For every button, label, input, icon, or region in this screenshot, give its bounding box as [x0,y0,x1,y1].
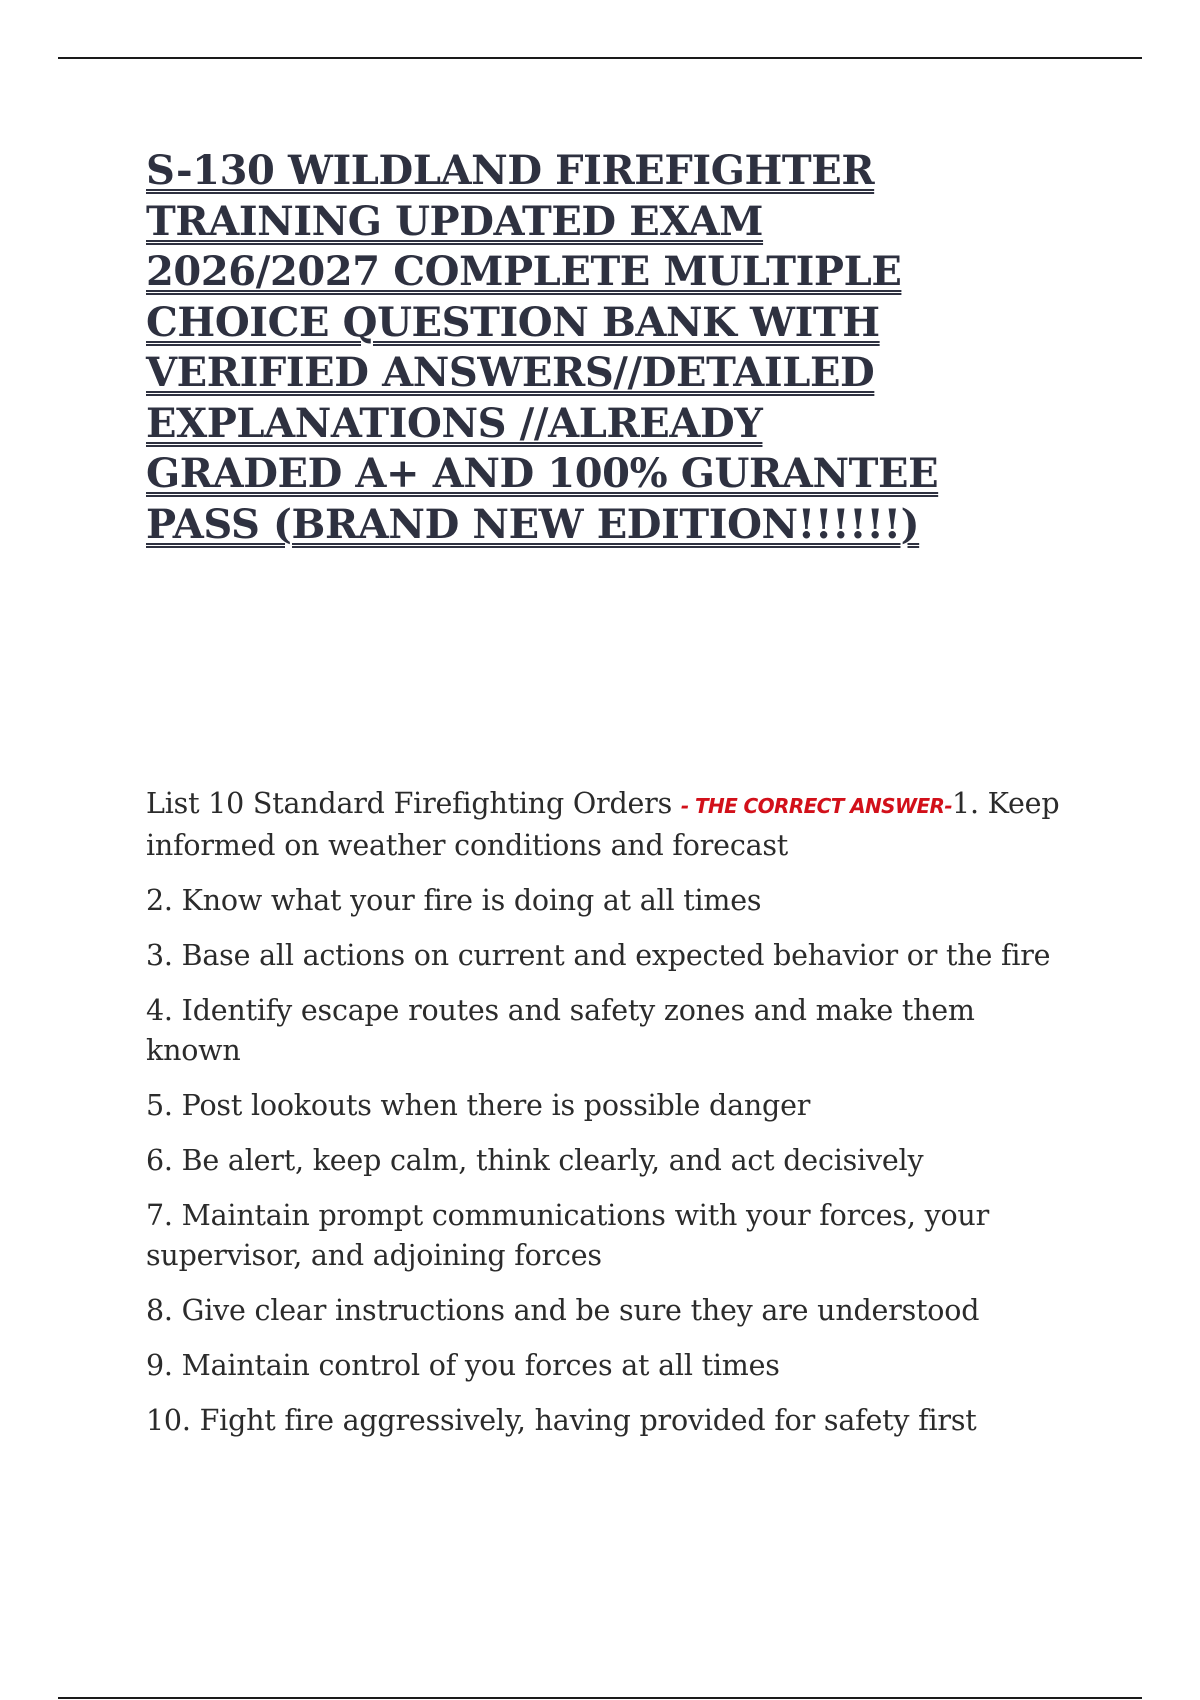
question-prompt: List 10 Standard Firefighting Orders [146,787,681,820]
answer-item-10: 10. Fight fire aggressively, having provided for safety first [146,1404,977,1437]
question-block [146,784,1066,1456]
answer-item-1: 1. Keep informed on weather conditions and forecast [146,787,1060,862]
answer-item-9: 9. Maintain control of you forces at all times [146,1349,780,1382]
title-line: GRADED A+ AND 100% GURANTEE [146,450,939,497]
answer-item-3: 3. Base all actions on current and expected behavior or the fire [146,939,1051,972]
answer-item-8: 8. Give clear instructions and be sure they are understood [146,1294,980,1327]
title-line: VERIFIED ANSWERS//DETAILED [146,349,875,396]
title-line: TRAINING UPDATED EXAM [146,197,764,245]
title-line: CHOICE QUESTION BANK WITH [146,298,880,346]
correct-answer-tag: - THE CORRECT ANSWER- [680,794,953,818]
top-rule [58,57,1142,59]
title-line: EXPLANATIONS //ALREADY [146,399,763,447]
document-title [146,146,1006,550]
title-line: 2026/2027 COMPLETE MULTIPLE [146,248,902,295]
answer-item-6: 6. Be alert, keep calm, think clearly, and act decisively [146,1144,924,1177]
title-line: PASS (BRAND NEW EDITION!!!!!!) [146,500,920,548]
answer-item-5: 5. Post lookouts when there is possible danger [146,1089,811,1122]
answer-item-7: 7. Maintain prompt communications with your forces, your supervisor, and adjoining forces [146,1199,990,1272]
question-paragraph [146,784,1066,866]
answer-item-2: 2. Know what your fire is doing at all times [146,884,762,917]
answer-item-4: 4. Identify escape routes and safety zones and make them known [146,994,975,1067]
bottom-rule [58,1697,1142,1699]
title-line: S-130 WILDLAND FIREFIGHTER [146,147,875,194]
